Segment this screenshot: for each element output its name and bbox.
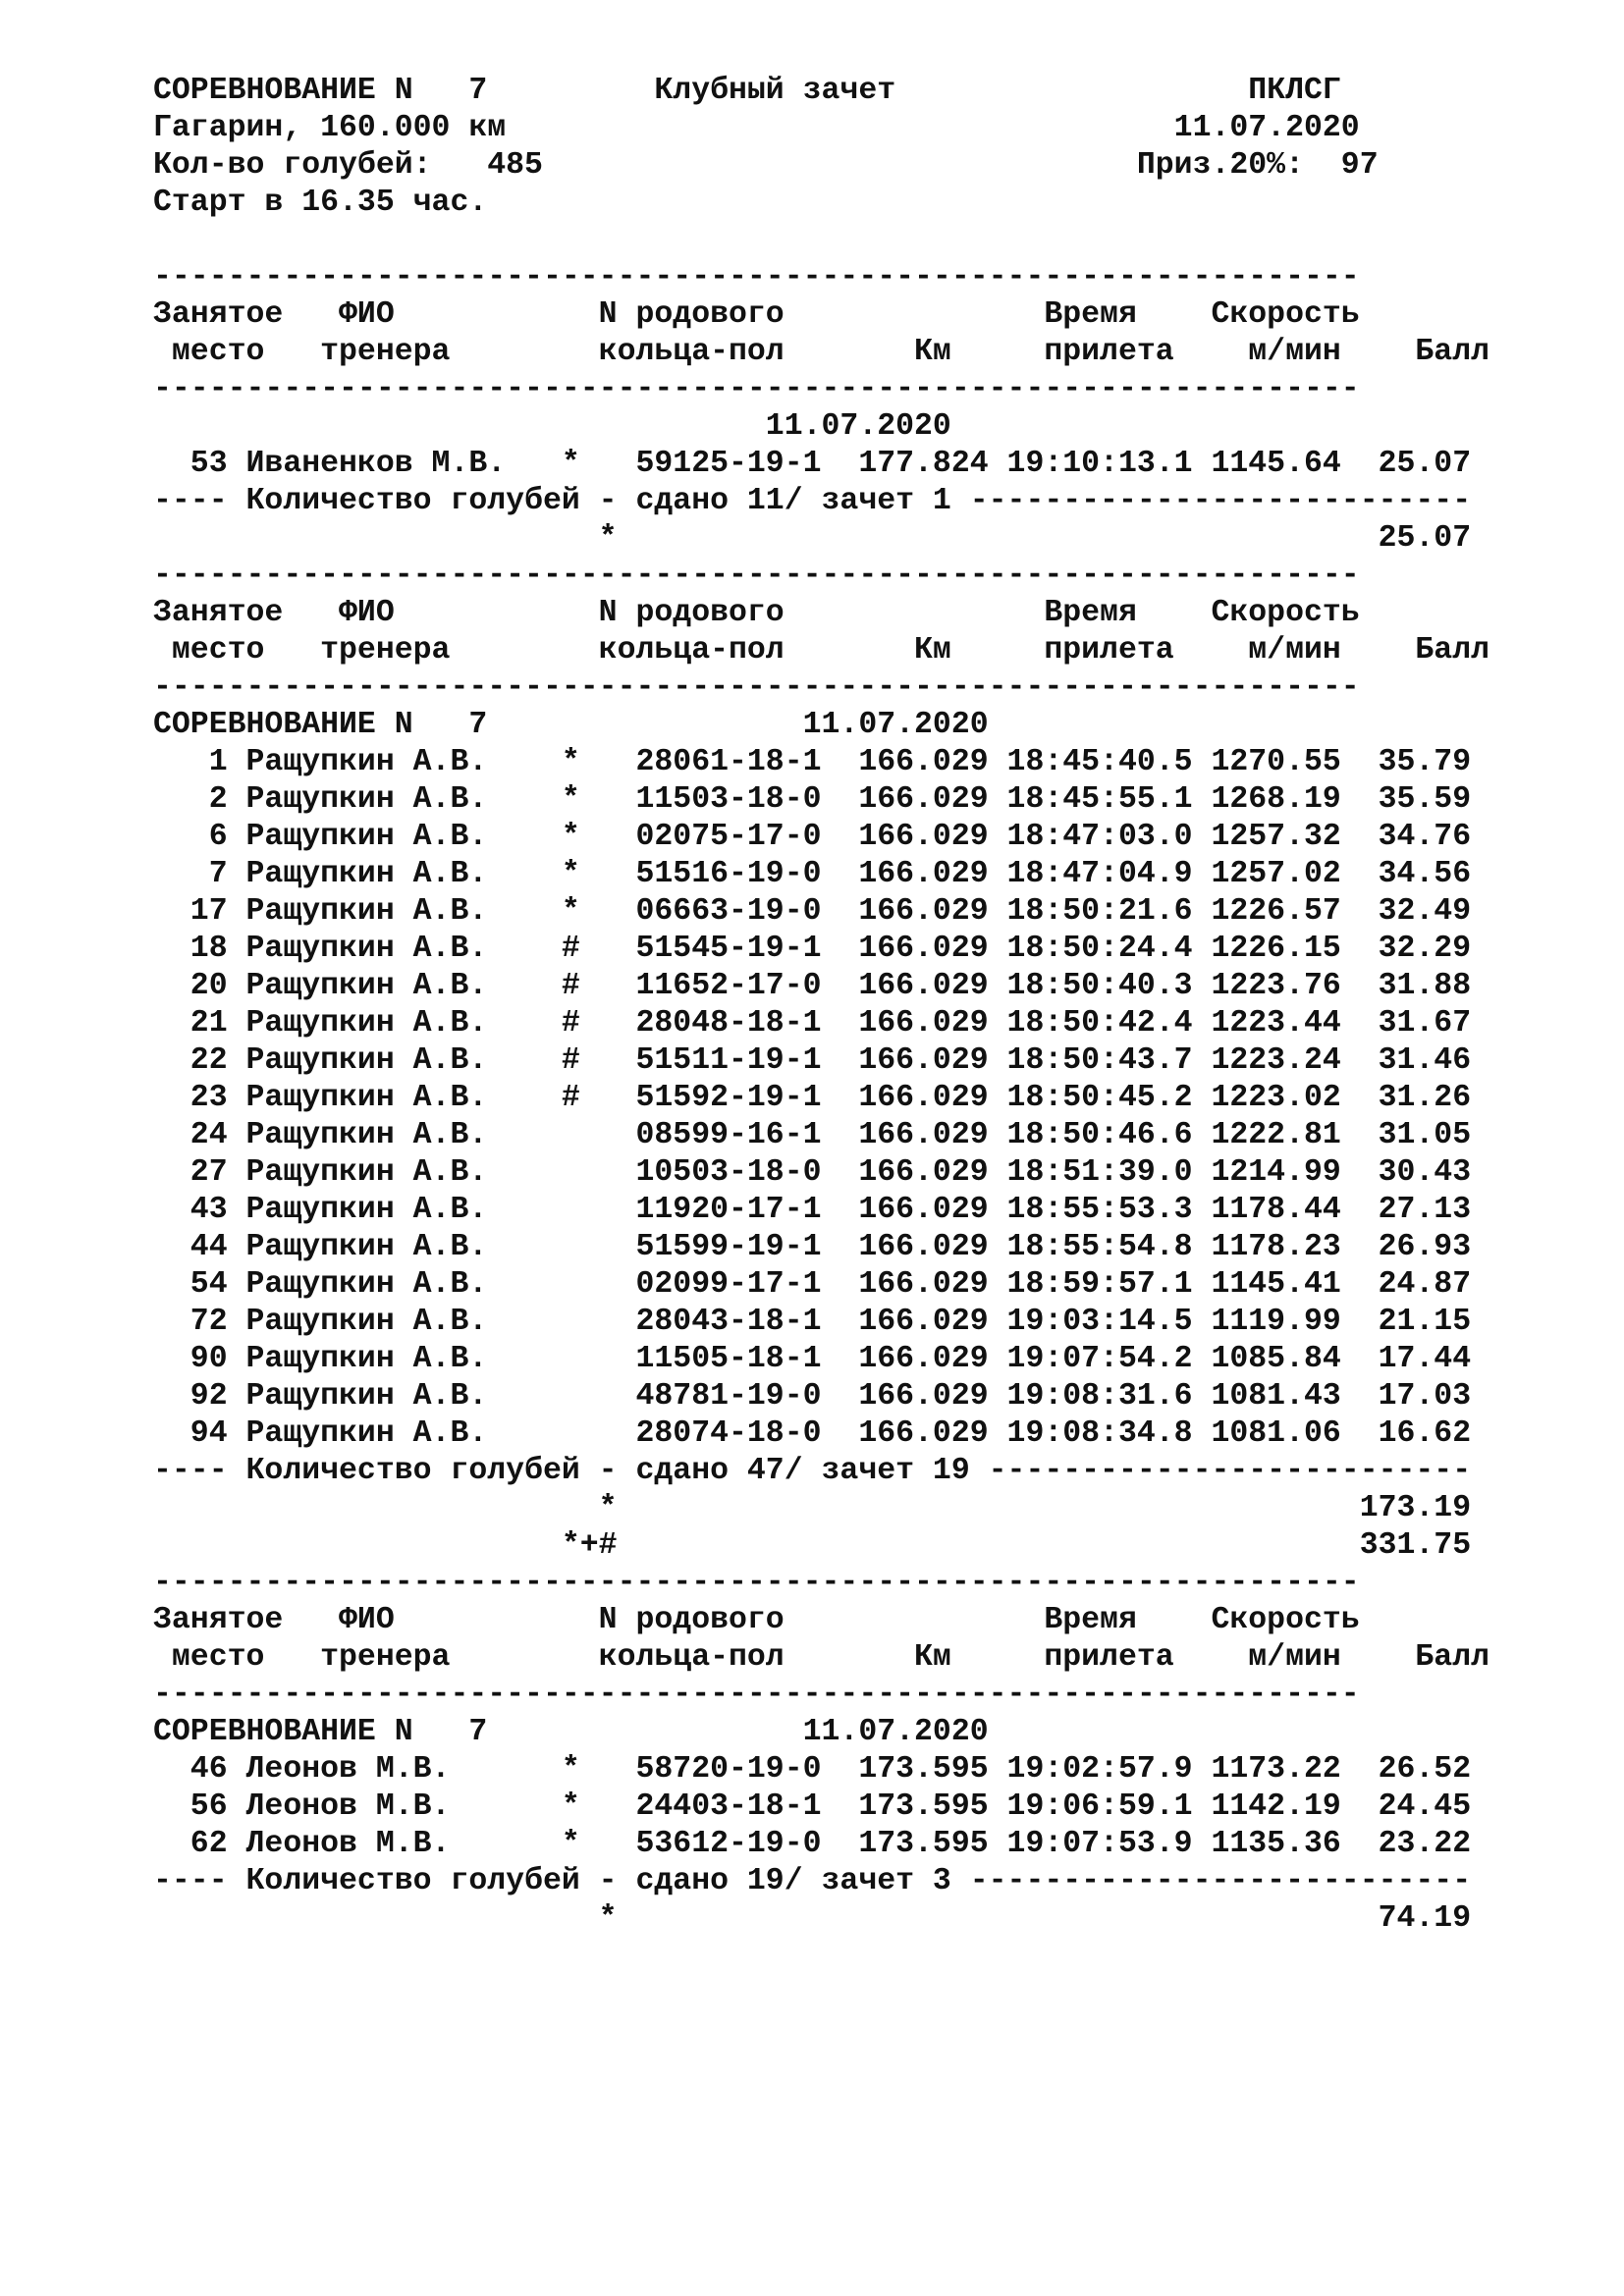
header-route-line: Гагарин, 160.000 км 11.07.2020	[153, 111, 1360, 145]
result-row: 23 Ращупкин А.В. # 51592-19-1 166.029 18:50:45.2 1223.02 31.26	[153, 1081, 1472, 1115]
result-row: 44 Ращупкин А.В. 51599-19-1 166.029 18:55:54.8 1178.23 26.93	[153, 1230, 1472, 1264]
separator-rule: -----------------------------------------------------------------	[153, 670, 1360, 705]
group-summary-line: ---- Количество голубей - сдано 19/ зачет 3 ---------------------------	[153, 1864, 1472, 1898]
column-header-line-2: место тренера кольца-пол Км прилета м/мин Балл	[153, 1640, 1490, 1675]
result-row: 62 Леонов М.В. * 53612-19-0 173.595 19:07:53.9 1135.36 23.22	[153, 1827, 1472, 1861]
result-row: 53 Иваненков М.В. * 59125-19-1 177.824 19:10:13.1 1145.64 25.07	[153, 447, 1472, 481]
group-total-line: * 25.07	[153, 521, 1472, 556]
club-group	[153, 558, 1587, 1565]
separator-rule: -----------------------------------------------------------------	[153, 260, 1360, 294]
result-row: 22 Ращупкин А.В. # 51511-19-1 166.029 18:50:43.7 1223.24 31.46	[153, 1043, 1472, 1078]
result-row: 27 Ращупкин А.В. 10503-18-0 166.029 18:51:39.0 1214.99 30.43	[153, 1155, 1472, 1190]
header-title-line: СОРЕВНОВАНИЕ N 7 Клубный зачет ПКЛСГ	[153, 74, 1341, 108]
result-row: 18 Ращупкин А.В. # 51545-19-1 166.029 18:50:24.4 1226.15 32.29	[153, 932, 1472, 966]
result-row: 90 Ращупкин А.В. 11505-18-1 166.029 19:07:54.2 1085.84 17.44	[153, 1342, 1472, 1376]
result-row: 92 Ращупкин А.В. 48781-19-0 166.029 19:08:31.6 1081.43 17.03	[153, 1379, 1472, 1414]
result-row: 24 Ращупкин А.В. 08599-16-1 166.029 18:50:46.6 1222.81 31.05	[153, 1118, 1472, 1152]
results-document	[153, 73, 1587, 1938]
group-total-line: * 74.19	[153, 1901, 1472, 1936]
club-group	[153, 259, 1587, 558]
result-row: 2 Ращупкин А.В. * 11503-18-0 166.029 18:45:55.1 1268.19 35.59	[153, 782, 1472, 817]
group-summary-line: ---- Количество голубей - сдано 11/ зачет 1 ---------------------------	[153, 484, 1472, 518]
competition-date-line: 11.07.2020	[153, 409, 951, 444]
competition-date-line: СОРЕВНОВАНИЕ N 7 11.07.2020	[153, 708, 989, 742]
header-start-line: Старт в 16.35 час.	[153, 186, 488, 220]
separator-rule: -----------------------------------------------------------------	[153, 559, 1360, 593]
separator-rule: -----------------------------------------------------------------	[153, 1678, 1360, 1712]
result-row: 56 Леонов М.В. * 24403-18-1 173.595 19:06:59.1 1142.19 24.45	[153, 1789, 1472, 1824]
result-row: 20 Ращупкин А.В. # 11652-17-0 166.029 18:50:40.3 1223.76 31.88	[153, 969, 1472, 1003]
group-total-line: * 173.19	[153, 1491, 1472, 1525]
group-summary-line: ---- Количество голубей - сдано 47/ зачет 19 --------------------------	[153, 1454, 1472, 1488]
column-header-line-1: Занятое ФИО N родового Время Скорость	[153, 596, 1360, 630]
result-row: 72 Ращупкин А.В. 28043-18-1 166.029 19:03:14.5 1119.99 21.15	[153, 1305, 1472, 1339]
column-header-line-1: Занятое ФИО N родового Время Скорость	[153, 1603, 1360, 1637]
blank-line	[153, 222, 1587, 259]
column-header-line-2: место тренера кольца-пол Км прилета м/мин Балл	[153, 633, 1490, 667]
column-header-line-1: Занятое ФИО N родового Время Скорость	[153, 297, 1360, 332]
report-header	[153, 73, 1587, 222]
result-row: 6 Ращупкин А.В. * 02075-17-0 166.029 18:47:03.0 1257.32 34.76	[153, 820, 1472, 854]
separator-rule: -----------------------------------------------------------------	[153, 372, 1360, 406]
header-count-line: Кол-во голубей: 485 Приз.20%: 97	[153, 148, 1379, 183]
result-row: 21 Ращупкин А.В. # 28048-18-1 166.029 18:50:42.4 1223.44 31.67	[153, 1006, 1472, 1041]
result-row: 17 Ращупкин А.В. * 06663-19-0 166.029 18:50:21.6 1226.57 32.49	[153, 894, 1472, 929]
result-row: 46 Леонов М.В. * 58720-19-0 173.595 19:02:57.9 1173.22 26.52	[153, 1752, 1472, 1787]
club-group	[153, 1565, 1587, 1938]
separator-rule: -----------------------------------------------------------------	[153, 1566, 1360, 1600]
results-groups	[153, 222, 1587, 1938]
group-total-line: *+# 331.75	[153, 1528, 1472, 1563]
column-header-line-2: место тренера кольца-пол Км прилета м/мин Балл	[153, 335, 1490, 369]
result-row: 43 Ращупкин А.В. 11920-17-1 166.029 18:55:53.3 1178.44 27.13	[153, 1193, 1472, 1227]
result-row: 94 Ращупкин А.В. 28074-18-0 166.029 19:08:34.8 1081.06 16.62	[153, 1416, 1472, 1451]
competition-date-line: СОРЕВНОВАНИЕ N 7 11.07.2020	[153, 1715, 989, 1749]
result-row: 1 Ращупкин А.В. * 28061-18-1 166.029 18:45:40.5 1270.55 35.79	[153, 745, 1472, 779]
result-row: 7 Ращупкин А.В. * 51516-19-0 166.029 18:47:04.9 1257.02 34.56	[153, 857, 1472, 891]
result-row: 54 Ращупкин А.В. 02099-17-1 166.029 18:59:57.1 1145.41 24.87	[153, 1267, 1472, 1302]
